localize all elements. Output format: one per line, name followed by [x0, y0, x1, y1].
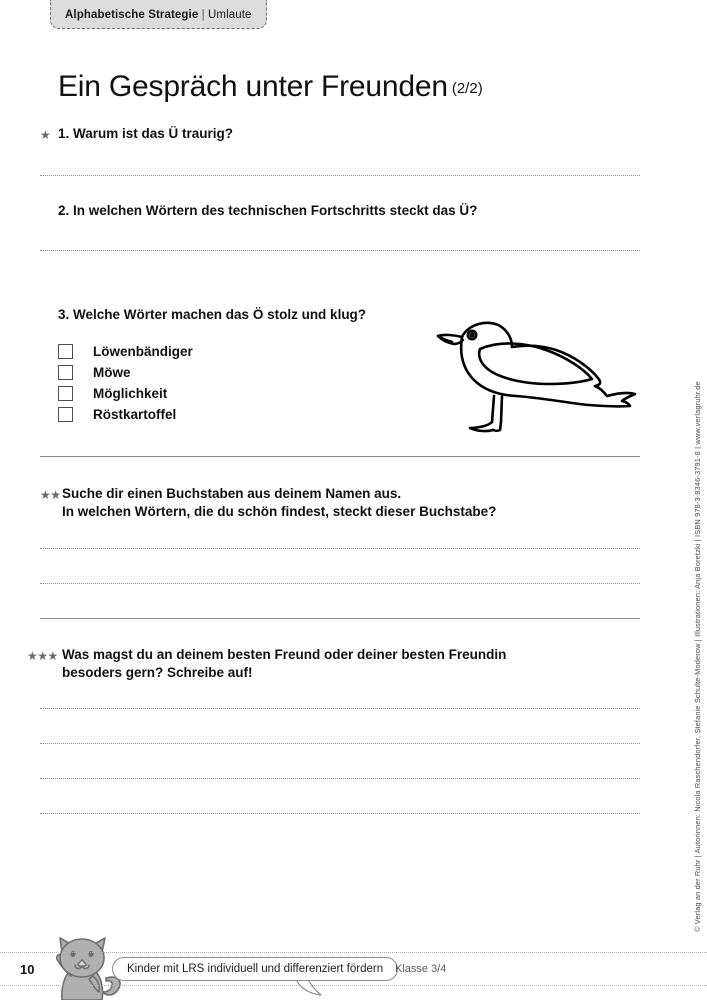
checkbox-icon[interactable]	[58, 365, 73, 380]
grade-label: Klasse 3/4	[395, 963, 447, 975]
exercise-2-text: 2. In welchen Wörtern des technischen Fortschritts steckt das Ü?	[58, 203, 478, 218]
answer-line-1-1[interactable]	[40, 175, 640, 176]
page-title-main: Ein Gespräch unter Freunden	[58, 70, 448, 103]
checkbox-label: Löwenbändiger	[93, 344, 193, 359]
difficulty-stars-2: ★★	[40, 488, 61, 502]
difficulty-stars-3: ★★★	[27, 649, 58, 663]
exercise-1-text: 1. Warum ist das Ü traurig?	[58, 126, 234, 141]
bubble-tail-icon	[295, 981, 325, 1002]
exercise-two-star	[40, 485, 640, 521]
checkbox-icon[interactable]	[58, 386, 73, 401]
answer-line-three-star-4[interactable]	[40, 813, 640, 814]
page-footer	[0, 952, 707, 986]
exercise-two-star-text	[62, 485, 496, 521]
page-title-part: (2/2)	[451, 80, 483, 97]
exercise-3-text: 3. Welche Wörter machen das Ö stolz und klug?	[58, 307, 367, 322]
category-tab-topic: Umlaute	[208, 9, 252, 21]
book-title-bubble: Kinder mit LRS individuell und differenziert fördern	[112, 957, 398, 981]
vertical-credit-text: © Verlag an der Ruhr | Autorinnen: Nicola Raschendorfer, Stefanie Schulte-Moderow | Illustrationen: Anja Boretzki | ISBN 978-3-8346-3791-8 | www.verlagruhr.de	[693, 381, 702, 932]
category-tab	[50, 0, 267, 29]
exercise-three-star-text	[62, 646, 506, 682]
difficulty-stars-1: ★	[40, 128, 51, 142]
category-tab-separator: |	[201, 9, 205, 21]
answer-line-two-star-1[interactable]	[40, 548, 640, 549]
category-tab-wrapper	[50, 0, 267, 29]
exercise-three-star-line2: besoders gern? Schreibe auf!	[62, 665, 253, 680]
answer-line-three-star-3[interactable]	[40, 778, 640, 779]
seagull-illustration	[432, 312, 644, 457]
exercise-2	[58, 202, 640, 220]
exercise-three-star	[27, 646, 640, 682]
answer-line-2-1[interactable]	[40, 250, 640, 251]
exercise-two-star-line1: Suche dir einen Buchstaben aus deinem Namen aus.	[62, 486, 402, 501]
category-tab-strategy: Alphabetische Strategie	[65, 9, 199, 21]
exercise-two-star-line2: In welchen Wörtern, die du schön findest, steckt dieser Buchstabe?	[62, 504, 497, 519]
exercise-three-star-line1: Was magst du an deinem besten Freund oder deiner besten Freundin	[62, 647, 507, 662]
answer-line-two-star-2[interactable]	[40, 583, 640, 584]
footer-rule-bottom	[0, 985, 707, 986]
checkbox-icon[interactable]	[58, 407, 73, 422]
answer-line-three-star-1[interactable]	[40, 708, 640, 709]
checkbox-icon[interactable]	[58, 344, 73, 359]
answer-line-three-star-2[interactable]	[40, 743, 640, 744]
section-divider-2	[40, 618, 640, 619]
page-title	[58, 70, 483, 104]
worksheet-content	[27, 125, 640, 814]
checkbox-label: Möwe	[93, 365, 131, 380]
footer-rule-top	[0, 952, 707, 953]
page-number: 10	[20, 962, 35, 977]
checkbox-label: Möglichkeit	[93, 386, 168, 401]
checkbox-label: Röstkartoffel	[93, 407, 177, 422]
exercise-1	[40, 125, 640, 144]
